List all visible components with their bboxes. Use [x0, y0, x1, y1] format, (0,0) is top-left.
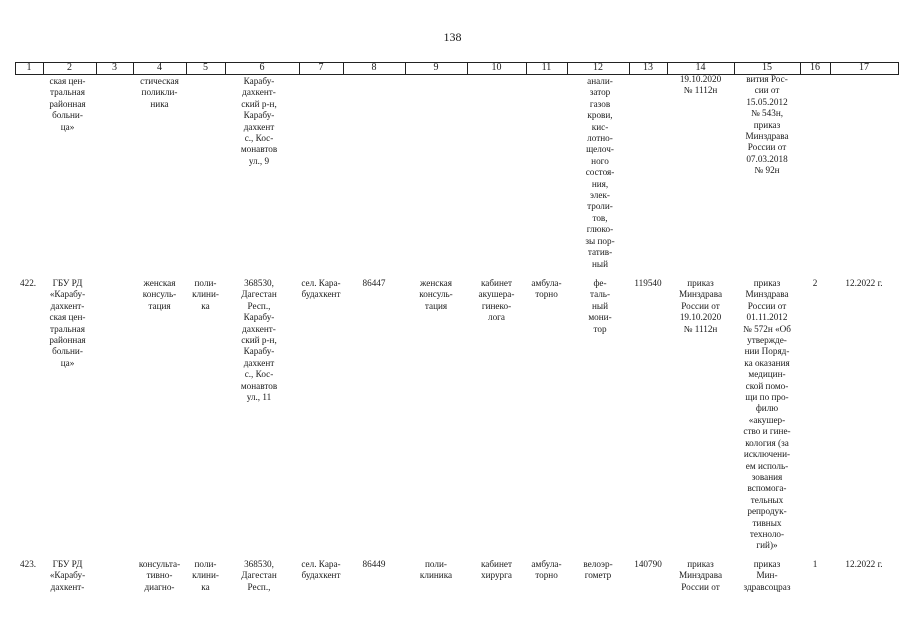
cell-line: сии от: [754, 85, 780, 96]
cell-line: дахкент-: [242, 323, 276, 334]
cell-line: кология (за: [745, 437, 789, 448]
cell-line: Карабу-: [243, 346, 275, 357]
cell-line: районная: [49, 335, 86, 346]
cell-line: «Карабу-: [49, 289, 86, 300]
cell-line: исключени-: [743, 449, 791, 460]
cell-line: ного: [591, 155, 609, 166]
table-header: [15, 62, 898, 74]
cell-line: Минздрава: [745, 289, 789, 300]
cell-line: крови,: [587, 110, 613, 121]
cell-line: ской помо-: [745, 380, 789, 391]
cont-department-cell: [115, 76, 205, 110]
cell-line: консуль-: [419, 289, 453, 300]
header-col-number: 5: [203, 62, 208, 73]
cont-address-cell: [214, 76, 304, 167]
cell-line: ника: [150, 98, 169, 109]
cell-line: газов: [589, 98, 611, 109]
cell-line: ская цен-: [49, 312, 86, 323]
cell-line: Респ.,: [247, 300, 271, 311]
cell-line: амбула-: [531, 278, 562, 288]
cell-line: ка оказания: [744, 357, 790, 368]
cell-line: ская цен-: [49, 76, 86, 86]
cell-line: здравсоцраз: [743, 581, 791, 592]
cell-line: консуль-: [142, 289, 177, 300]
cell-line: ка: [201, 581, 210, 592]
header-col-number: 7: [318, 62, 324, 73]
cell-line: утвержде-: [747, 335, 787, 346]
cell-line: приказ: [753, 278, 781, 288]
cell-line: дахкент-: [242, 87, 276, 98]
header-col-number: 6: [259, 62, 265, 73]
cell-line: монавтов: [240, 380, 278, 391]
cell-line: поли-: [194, 559, 217, 569]
cell-line: дахкент-: [50, 581, 85, 592]
cell-line: 12.2022 г.: [845, 559, 883, 569]
cell-line: 12.2022 г.: [845, 278, 883, 288]
cell-line: Минздрава: [678, 570, 723, 581]
header-col-number: 16: [810, 62, 820, 73]
cell-line: тация: [148, 300, 171, 311]
cell-line: троли-: [587, 201, 613, 212]
cell-line: зования: [751, 471, 783, 482]
cell-line: тов,: [592, 212, 608, 223]
cell-line: лотно-: [587, 133, 613, 144]
cell-line: ца»: [60, 121, 75, 132]
cell-line: поли-: [194, 278, 217, 288]
cell-line: Дагестан: [241, 570, 277, 581]
header-col-number: 2: [67, 62, 72, 73]
cell-line: «Карабу-: [49, 570, 86, 581]
cell-line: сел. Кара-: [301, 278, 341, 288]
cell-line: вспомога-: [747, 483, 787, 494]
cell-line: Дагестан: [241, 289, 277, 300]
cell-line: затор: [589, 87, 611, 98]
header-col-number: 14: [695, 62, 706, 73]
cell-line: «акушер-: [748, 414, 786, 425]
cell-line: ный: [591, 258, 608, 269]
cell-line: 15.05.2012: [746, 96, 788, 107]
page-number: 138: [443, 30, 462, 44]
cell-line: тация: [424, 300, 448, 311]
cell-line: ный: [591, 300, 608, 311]
cell-line: ГБУ РД: [52, 278, 83, 288]
cell-line: 19.10.2020: [679, 312, 722, 323]
cell-line: районная: [49, 98, 86, 109]
cell-line: нии Поряд-: [744, 346, 790, 357]
cell-line: ка: [201, 300, 210, 311]
cell-line: ГБУ РД: [52, 559, 83, 569]
row422-standard-cell: [722, 278, 812, 552]
cell-line: Карабу-: [243, 312, 275, 323]
header-col-number: 12: [593, 62, 603, 73]
cell-line: № 1112н: [683, 323, 718, 334]
header-col-number: 11: [541, 62, 552, 73]
cell-line: с., Кос-: [244, 369, 274, 380]
cell-line: 07.03.2018: [746, 153, 788, 164]
cell-line: поликли-: [141, 87, 178, 98]
cell-line: России от: [747, 300, 787, 311]
cell-line: России от: [747, 142, 787, 153]
cell-line: № 1112н: [683, 85, 718, 96]
cell-line: Карабу-: [243, 110, 275, 121]
cell-line: России от: [681, 581, 720, 592]
cell-line: Карабу-: [243, 76, 275, 86]
header-col-number: 15: [762, 62, 772, 73]
cell-line: амбула-: [531, 559, 562, 569]
cell-line: Мин-: [756, 570, 778, 581]
cell-line: приказ: [687, 559, 714, 569]
row-number-423: 423.: [20, 559, 37, 569]
cell-line: России от: [681, 300, 720, 311]
cell-line: 119540: [634, 278, 662, 288]
cell-line: № 572н «Об: [743, 323, 791, 334]
cell-line: 2: [812, 278, 818, 288]
cell-line: больни-: [52, 346, 83, 357]
cell-line: дахкент: [243, 121, 275, 132]
cell-line: акушера-: [478, 289, 515, 300]
cell-line: сел. Кара-: [301, 559, 341, 569]
row422-institution-cell: [23, 278, 113, 369]
cell-line: приказ: [753, 119, 781, 130]
cell-line: торно: [535, 289, 558, 300]
cell-line: тельных: [750, 494, 784, 505]
row423-date-cell: [819, 559, 905, 570]
cont-equipment-cell: [555, 76, 645, 270]
cell-line: щи по про-: [745, 392, 789, 403]
cell-line: № 543н,: [750, 108, 784, 119]
cell-line: ул., 11: [246, 392, 272, 403]
row423-institution-cell: [23, 559, 113, 593]
cell-line: лога: [487, 312, 506, 323]
header-col-number: 13: [643, 62, 653, 73]
cell-line: тральная: [50, 323, 85, 334]
cell-line: ул., 9: [248, 155, 270, 166]
cell-line: будахкент: [301, 289, 341, 300]
cell-line: ния,: [591, 178, 609, 189]
cell-line: щелоч-: [586, 144, 614, 155]
header-col-number: 3: [112, 62, 117, 73]
cell-line: гометр: [584, 570, 612, 581]
cell-line: элек-: [590, 190, 610, 201]
cell-line: будахкент: [301, 570, 341, 581]
cell-line: анали-: [587, 76, 613, 86]
header-col-number: 8: [371, 62, 377, 73]
cell-line: медицин-: [748, 369, 786, 380]
cell-line: Минздрава: [678, 289, 723, 300]
cell-line: торно: [535, 570, 558, 581]
row-number-422: 422.: [20, 278, 37, 288]
cell-line: мони-: [588, 312, 612, 323]
cell-line: Минздрава: [745, 131, 789, 142]
cell-line: диагно-: [144, 581, 175, 592]
cell-line: 19.10.2020: [679, 74, 722, 84]
cell-line: репродук-: [747, 506, 787, 517]
cell-line: клини-: [192, 570, 219, 581]
cell-line: вития Рос-: [746, 74, 788, 84]
cell-line: 368530,: [244, 278, 274, 288]
cell-line: зы пор-: [585, 235, 615, 246]
cell-line: ца»: [60, 357, 75, 368]
cont-standard-cell: [722, 74, 812, 177]
cell-line: ский р-н,: [241, 335, 277, 346]
cell-line: таль-: [589, 289, 611, 300]
cell-line: приказ: [687, 278, 714, 288]
cell-line: клиника: [419, 570, 453, 581]
cell-line: ский р-н,: [241, 98, 277, 109]
cell-line: тральная: [50, 87, 85, 98]
cell-line: глюко-: [586, 224, 614, 235]
row422-date-cell: [819, 278, 905, 289]
cell-line: клини-: [192, 289, 219, 300]
cell-line: женская: [143, 278, 176, 288]
cell-line: гинеко-: [481, 300, 512, 311]
header-column-divider: [898, 62, 899, 75]
cell-line: 86449: [362, 559, 386, 569]
header-col-number: 4: [157, 62, 162, 73]
cell-line: консульта-: [138, 559, 181, 569]
header-col-number: 9: [433, 62, 439, 73]
cell-line: техноло-: [749, 528, 785, 539]
cell-line: велоэр-: [583, 559, 613, 569]
cell-line: 01.11.2012: [746, 312, 788, 323]
cell-line: ство и гине-: [743, 426, 791, 437]
header-col-number: 1: [26, 62, 32, 73]
cell-line: состоя-: [585, 167, 615, 178]
cell-line: № 92н: [754, 165, 780, 176]
cell-line: женская: [420, 278, 452, 288]
cell-line: 368530,: [244, 559, 274, 569]
cell-line: гий)»: [756, 540, 778, 551]
cell-line: приказ: [753, 559, 781, 569]
cell-line: тивных: [752, 517, 782, 528]
cell-line: кабинет: [480, 559, 512, 569]
cell-line: с., Кос-: [244, 133, 274, 144]
header-col-number: 17: [859, 62, 869, 73]
cell-line: монавтов: [240, 144, 278, 155]
header-col-number: 10: [491, 62, 502, 73]
cell-line: татив-: [587, 247, 613, 258]
cell-line: больни-: [52, 110, 83, 121]
cell-line: 86447: [362, 278, 386, 288]
cell-line: тор: [593, 323, 607, 334]
cell-line: 140790: [634, 559, 662, 569]
cell-line: хирурга: [480, 570, 513, 581]
cell-line: кабинет: [480, 278, 512, 288]
cell-line: поли-: [425, 559, 447, 569]
cont-institution-cell: [23, 76, 113, 133]
cell-line: дахкент: [243, 357, 275, 368]
cell-line: ем исполь-: [745, 460, 789, 471]
cell-line: 1: [812, 559, 818, 569]
cell-line: стическая: [140, 76, 179, 86]
cell-line: кис-: [591, 121, 609, 132]
cell-line: дахкент-: [50, 300, 85, 311]
cell-line: Респ.,: [247, 581, 271, 592]
cell-line: фе-: [593, 278, 607, 288]
cell-line: тивно-: [146, 570, 173, 581]
cell-line: филю: [755, 403, 779, 414]
